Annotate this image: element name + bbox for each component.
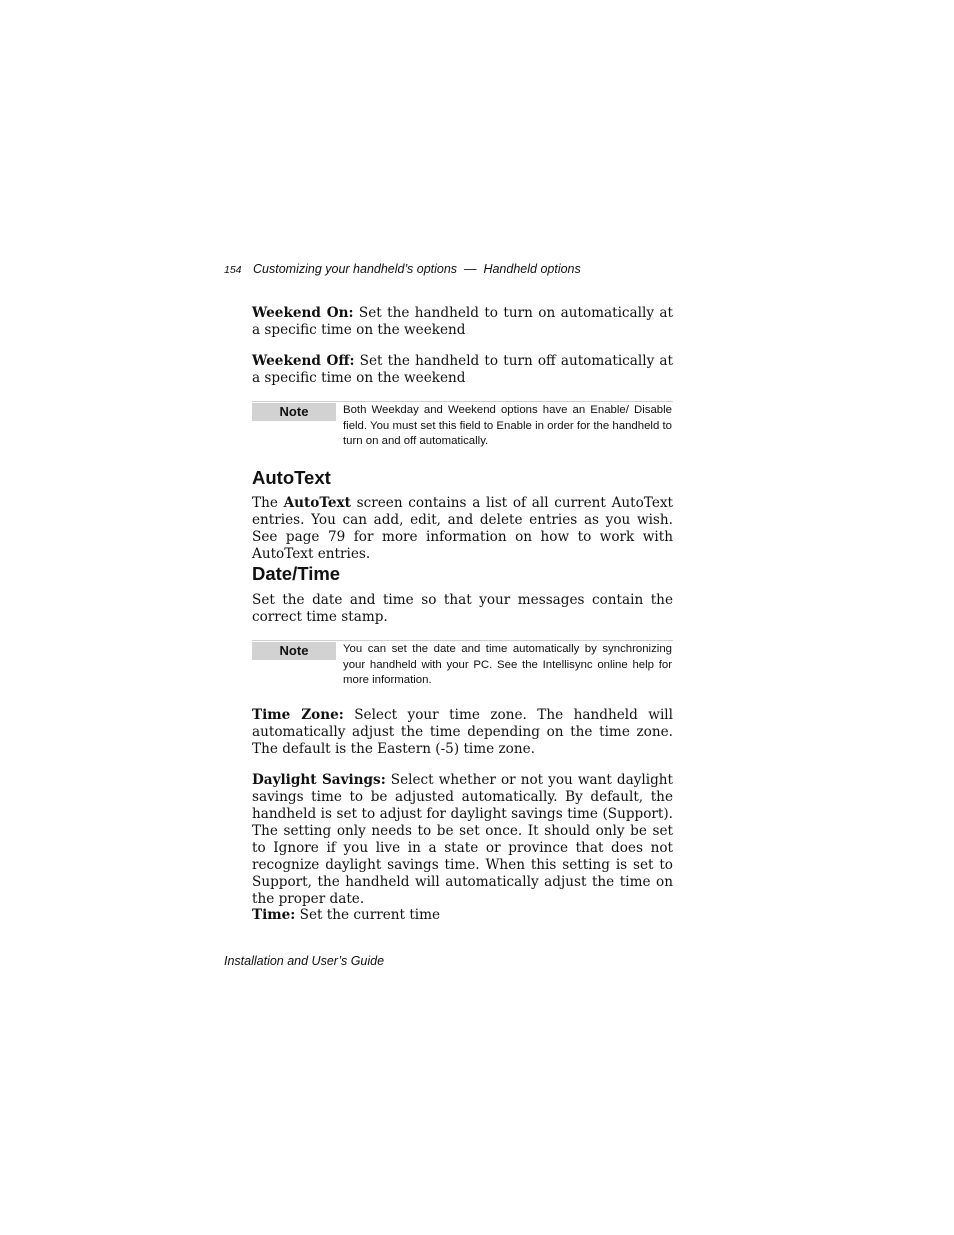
weekend-on-term: Weekend On: [252,305,354,321]
autotext-term: AutoText [283,495,351,511]
time-zone-text: Select your time zone. The handheld will automatically adjust the time depending on the time zone. The default is the Eastern (-5) time zone. [252,707,673,757]
weekend-off-text: Set the handheld to turn off automatically at a specific time on the weekend [252,353,673,386]
time-zone-term: Time Zone: [252,707,344,723]
page-header [224,262,684,280]
note-text: Both Weekday and Weekend options have an Enable/ Disable field. You must set this field to Enable in order for the handheld to turn on and off automatically. [343,404,672,447]
weekend-on-text: Set the handheld to turn on automatically at a specific time on the weekend [252,305,673,338]
time-term: Time: [252,907,296,923]
datetime-intro: Set the date and time so that your messages contain the correct time stamp. [252,592,673,625]
datetime-heading: Date/Time [252,563,341,584]
weekend-off-paragraph [252,353,673,387]
note-label: Note [252,403,336,421]
time-text: Set the current time [295,907,441,923]
note-box-datetime [252,640,673,693]
daylight-savings-term: Daylight Savings: [252,772,386,788]
daylight-savings-paragraph [252,772,673,908]
running-head: Customizing your handheld’s options — Handheld options [253,262,581,276]
autotext-text: screen contains a list of all current AutoText entries. You can add, edit, and delete entries as you wish. See page 79 for more information on how to work with AutoText entries. [252,495,673,562]
note-box-weekend [252,401,673,454]
autotext-pre: The [252,495,284,511]
time-zone-paragraph [252,707,673,758]
autotext-heading: AutoText [252,467,331,488]
autotext-paragraph [252,495,673,563]
page-number: 154 [224,264,242,276]
note-text: You can set the date and time automatically by synchronizing your handheld with your PC. See the Intellisync online help for more information. [343,643,672,686]
weekend-on-paragraph [252,305,673,339]
page-footer: Installation and User’s Guide [224,954,385,968]
daylight-savings-text: Select whether or not you want daylight savings time to be adjusted automatically. By default, the handheld is set to adjust for daylight savings time (Support). The setting only needs to be set once. It should only be set to Ignore if you live in a state or province that does not recognize daylight savings time. When this setting is set to Support, the handheld will automatically adjust the time on the proper date. [252,772,673,907]
time-paragraph [252,907,673,924]
note-label: Note [252,642,336,660]
weekend-off-term: Weekend Off: [252,353,355,369]
